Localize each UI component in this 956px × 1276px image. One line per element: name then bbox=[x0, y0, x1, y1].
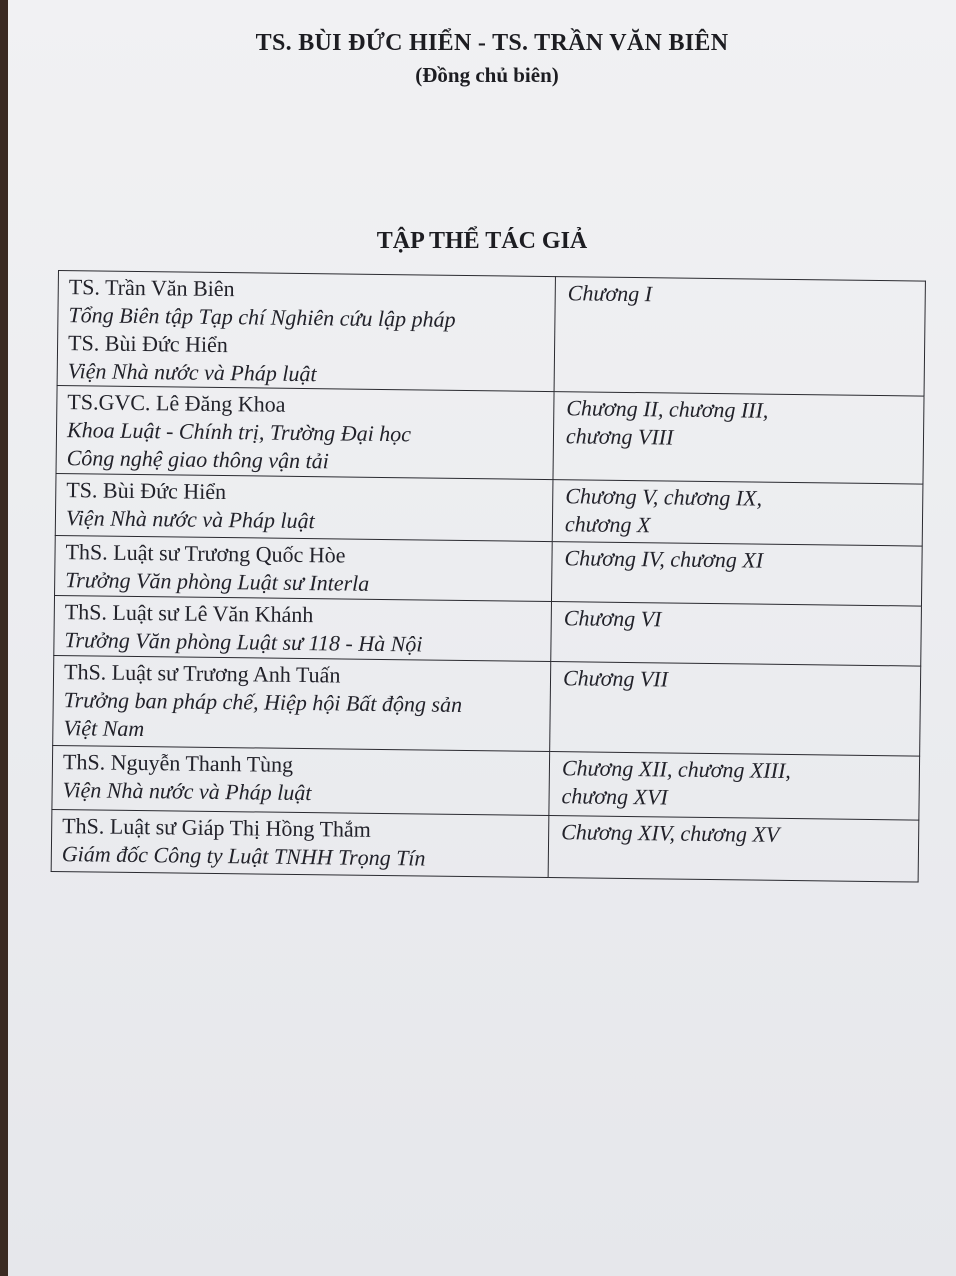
chapters-cell bbox=[550, 662, 921, 757]
chapter-assignment: chương VIII bbox=[565, 423, 674, 450]
chapter-assignment: Chương I bbox=[567, 280, 653, 307]
author-affiliation: Viện Nhà nước và Pháp luật bbox=[62, 777, 312, 806]
author-affiliation: Trưởng Văn phòng Luật sư 118 - Hà Nội bbox=[64, 627, 423, 657]
chapter-assignment: Chương XII, chương XIII, bbox=[561, 755, 792, 783]
authors-table bbox=[51, 270, 926, 883]
author-name: ThS. Nguyễn Thanh Tùng bbox=[62, 749, 294, 777]
author-affiliation: Trưởng ban pháp chế, Hiệp hội Bất động sản bbox=[63, 687, 463, 717]
author-name: ThS. Luật sư Lê Văn Khánh bbox=[64, 599, 314, 628]
chapter-assignment: chương XVI bbox=[561, 783, 668, 810]
author-cell bbox=[57, 271, 555, 392]
chapter-assignment: Chương IV, chương XI bbox=[564, 545, 764, 573]
author-affiliation: Việt Nam bbox=[63, 715, 145, 742]
author-affiliation: Tổng Biên tập Tạp chí Nghiên cứu lập pháp bbox=[68, 302, 456, 332]
chapters-cell bbox=[554, 277, 925, 397]
author-row bbox=[55, 535, 923, 606]
chapter-assignment: chương X bbox=[564, 511, 651, 538]
book-page bbox=[8, 0, 956, 1276]
author-row bbox=[56, 385, 924, 484]
author-name: TS.GVC. Lê Đăng Khoa bbox=[67, 389, 286, 417]
author-name: TS. Bùi Đức Hiển bbox=[67, 330, 229, 358]
section-title: TẬP THỂ TÁC GIẢ bbox=[376, 228, 588, 254]
chapters-cell bbox=[552, 480, 923, 547]
author-row bbox=[55, 473, 923, 546]
author-cell bbox=[56, 385, 554, 479]
author-cell bbox=[55, 473, 553, 541]
chapters-cell bbox=[549, 752, 920, 821]
author-cell bbox=[51, 809, 549, 877]
author-affiliation: Viện Nhà nước và Pháp luật bbox=[65, 505, 315, 534]
author-name: ThS. Luật sư Trương Quốc Hòe bbox=[65, 539, 346, 568]
author-cell bbox=[55, 535, 553, 601]
author-affiliation: Viện Nhà nước và Pháp luật bbox=[67, 358, 317, 387]
author-row bbox=[51, 809, 919, 882]
authors-table-wrapper bbox=[51, 270, 926, 883]
author-row bbox=[54, 595, 922, 666]
author-row bbox=[53, 655, 921, 756]
chapters-cell bbox=[548, 816, 919, 883]
author-name: TS. Bùi Đức Hiển bbox=[66, 477, 227, 505]
author-name: TS. Trần Văn Biên bbox=[68, 274, 235, 302]
editor-role: (Đồng chủ biên) bbox=[415, 63, 559, 87]
chapter-assignment: Chương V, chương IX, bbox=[565, 483, 763, 511]
author-affiliation: Công nghệ giao thông vận tải bbox=[66, 445, 329, 474]
author-row bbox=[52, 745, 920, 820]
author-affiliation: Trưởng Văn phòng Luật sư Interla bbox=[65, 567, 370, 596]
co-editors: TS. BÙI ĐỨC HIỂN - TS. TRẦN VĂN BIÊN bbox=[255, 30, 729, 56]
chapter-assignment: Chương VI bbox=[563, 605, 662, 632]
chapters-cell bbox=[553, 392, 924, 485]
author-name: ThS. Luật sư Giáp Thị Hồng Thắm bbox=[62, 813, 372, 842]
author-cell bbox=[54, 595, 552, 661]
author-affiliation: Giám đốc Công ty Luật TNHH Trọng Tín bbox=[61, 841, 426, 871]
chapter-assignment: Chương II, chương III, bbox=[566, 395, 769, 423]
chapter-assignment: Chương XIV, chương XV bbox=[561, 819, 780, 847]
author-cell bbox=[52, 745, 550, 815]
chapter-assignment: Chương VII bbox=[562, 665, 669, 692]
chapters-cell bbox=[551, 602, 922, 667]
authors-table-body bbox=[51, 271, 925, 883]
page-header bbox=[8, 30, 956, 88]
author-row bbox=[57, 271, 925, 397]
chapters-cell bbox=[551, 542, 922, 607]
author-affiliation: Khoa Luật - Chính trị, Trường Đại học bbox=[66, 417, 412, 447]
author-cell bbox=[53, 655, 551, 751]
author-name: ThS. Luật sư Trương Anh Tuấn bbox=[63, 659, 341, 688]
